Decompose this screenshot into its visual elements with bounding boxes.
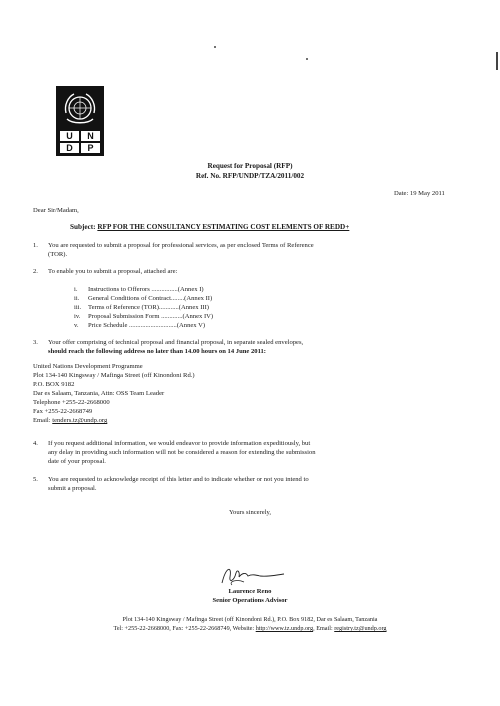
logo-letter: N — [81, 131, 100, 141]
un-emblem-icon — [60, 89, 100, 129]
annex-item: i. Instructions to Offerors ................(Annex I) — [74, 286, 204, 293]
salutation: Dear Sir/Madam, — [33, 207, 79, 214]
address-line: Telephone +255-22-2668000 — [33, 399, 110, 406]
paragraph-1-line-1: You are requested to submit a proposal for professional services, as per enclosed Terms of Reference — [48, 242, 314, 249]
paragraph-2: To enable you to submit a proposal, attached are: — [48, 268, 178, 275]
letter-date: Date: 19 May 2011 — [394, 190, 445, 197]
email-label: Email: — [33, 417, 51, 424]
undp-logo — [56, 86, 104, 156]
document-title: Request for Proposal (RFP) — [207, 162, 293, 170]
paragraph-3-line-1: Your offer comprising of technical proposal and financial proposal, in separate sealed envelopes, — [48, 339, 304, 346]
undp-letter-grid — [60, 131, 100, 153]
paragraph-4-line-1: If you request additional information, we would endeavor to provide information expeditiously, but — [48, 440, 311, 447]
paragraph-1-line-2: (TOR). — [48, 251, 68, 258]
item-number: 2. — [33, 268, 38, 275]
subject-line — [70, 223, 349, 232]
paragraph-3-line-2: should reach the following address no later than 14.00 hours on 14 June 2011: — [48, 348, 266, 355]
valediction: Yours sincerely, — [228, 509, 272, 516]
scan-speck — [214, 46, 216, 48]
paragraph-4-line-3: date of your proposal. — [48, 458, 106, 465]
address-line: Dar es Salaam, Tanzania, Attn: OSS Team Leader — [33, 390, 165, 397]
item-number: 1. — [33, 242, 38, 249]
item-number: 4. — [33, 440, 38, 447]
scan-speck — [496, 52, 498, 70]
signatory-name: Laurence Reno — [228, 588, 272, 595]
reference-number: Ref. No. RFP/UNDP/TZA/2011/002 — [195, 172, 305, 180]
annex-item: iii. Terms of Reference (TOR)............(Annex III) — [74, 304, 209, 311]
logo-letter: D — [60, 143, 79, 153]
paragraph-5-line-2: submit a proposal. — [48, 485, 97, 492]
scan-speck — [306, 58, 308, 60]
annex-item: v. Price Schedule .............................(Annex V) — [74, 322, 206, 329]
subject-label: Subject: — [70, 223, 96, 231]
email-line — [33, 417, 107, 426]
handwritten-signature-icon — [218, 563, 288, 587]
address-line: Fax +255-22-2668749 — [33, 408, 93, 415]
address-line: Plot 134-140 Kingsway / Mafinga Street (off Kinondoni Rd.) — [33, 372, 195, 379]
address-line: United Nations Development Programme — [33, 363, 143, 370]
item-number: 5. — [33, 476, 38, 483]
website-link[interactable]: http://www.tz.undp.org — [255, 625, 314, 632]
subject-text: RFP FOR THE CONSULTANCY ESTIMATING COST ELEMENTS OF REDD+ — [97, 223, 350, 231]
logo-letter: U — [60, 131, 79, 141]
registry-email-link[interactable]: registry.tz@undp.org — [334, 625, 387, 632]
item-number: 3. — [33, 339, 38, 346]
address-line: P.O. BOX 9182 — [33, 381, 75, 388]
tenders-email-link[interactable]: tenders.tz@undp.org — [52, 417, 108, 424]
annex-item: iv. Proposal Submission Form .............(Annex IV) — [74, 313, 214, 320]
signatory-title: Senior Operations Advisor — [212, 597, 288, 604]
annex-item: ii. General Conditions of Contract........(Annex II) — [74, 295, 213, 302]
footer-address: Plot 134-140 Kingsway / Mafinga Street (off Kinondoni Rd.), P.O. Box 9182, Dar es Salaam, Tanzania — [122, 616, 378, 623]
footer-contacts: Tel: +255-22-2668000, Fax: +255-22-2668749, Website: http://www.tz.undp.org, Email: registry.tz@undp.org — [113, 625, 387, 632]
logo-letter: P — [81, 143, 100, 153]
paragraph-4-line-2: any delay in providing such information will not be considered a reason for extending the submission — [48, 449, 316, 456]
paragraph-5-line-1: You are requested to acknowledge receipt of this letter and to indicate whether or not you intend to — [48, 476, 309, 483]
